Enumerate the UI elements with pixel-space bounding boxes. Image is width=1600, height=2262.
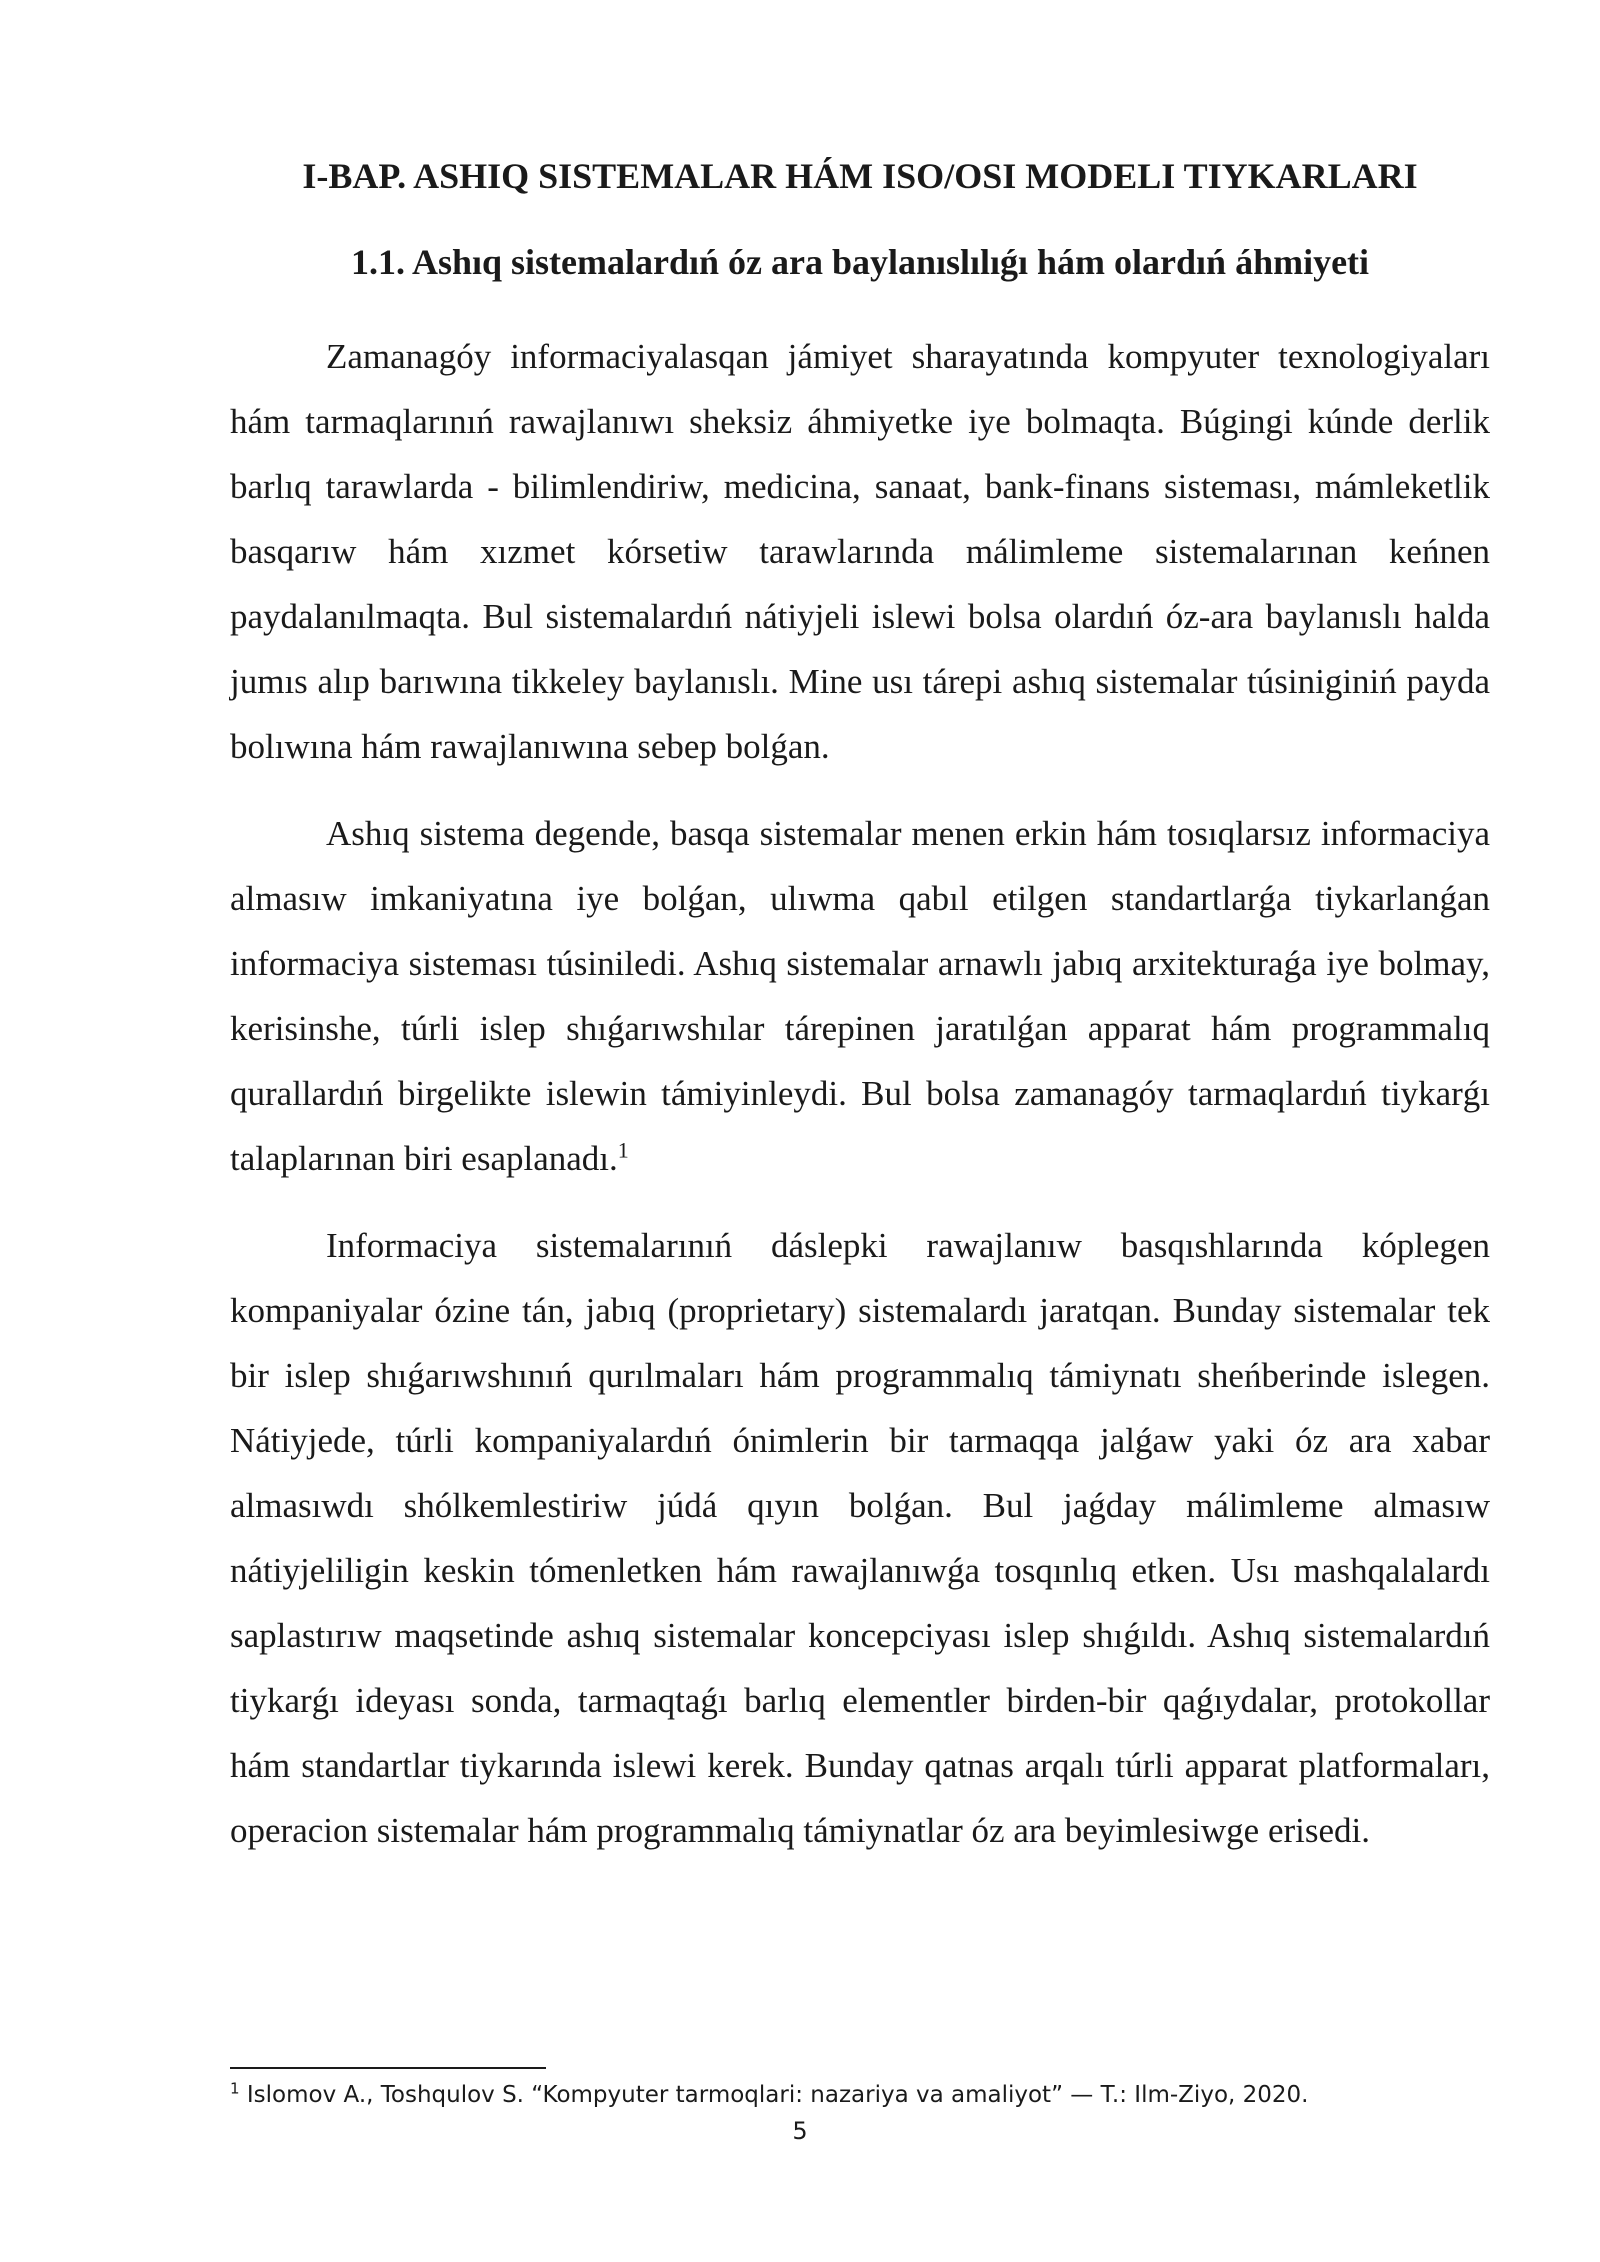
- section-title: 1.1. Ashıq sistemalardıń óz ara baylanıslılıǵı hám olardıń áhmiyeti: [350, 242, 1370, 282]
- paragraph-text: Informaciya sistemalarınıń dáslepki rawajlanıw basqıshlarında kóplegen kompaniyalar ózine tán, jabıq (proprietary) sistemalardı jaratqan. Bunday sistemalar tek bir islep shıǵarıwshınıń qurılmaları hám programmalıq támiynatı sheńberinde islegen. Nátiyjede, túrli kompaniyalardıń ónimlerin bir tarmaqqa jalǵaw yaki óz ara xabar almasıwdı shólkemlestiriw júdá qıyın bolǵan. Bul jaǵday málimleme almasıw nátiyjeliligin keskin tómenletken hám rawajlanıwǵa tosqınlıq etken. Usı mashqalalardı saplastırıw maqsetinde ashıq sistemalar koncepciyası islep shıǵıldı. Ashıq sistemalardıń tiykarǵı ideyası sonda, tarmaqtaǵı barlıq elementler birden-bir qaǵıydalar, protokollar hám standartlar tiykarında islewi kerek. Bunday qatnas arqalı túrli apparat platformaları, operacion sistemalar hám programmalıq támiynatlar óz ara beyimlesiwge erisedi.: [230, 1226, 1490, 1850]
- footnote-separator: [230, 2067, 546, 2069]
- page-number: 5: [792, 2117, 808, 2145]
- paragraph-1: [230, 324, 1490, 779]
- paragraph-text: Ashıq sistema degende, basqa sistemalar menen erkin hám tosıqlarsız informaciya almasıw imkaniyatına iye bolǵan, ulıwma qabıl etilgen standartlarǵa tiykarlanǵan informaciya sisteması túsiniledi. Ashıq sistemalar arnawlı jabıq arxitekturaǵa iye bolmay, kerisinshe, túrli islep shıǵarıwshılar tárepinen jaratılǵan apparat hám programmalıq qurallardıń birgelikte islewin támiyinleydi. Bul bolsa zamanagóy tarmaqlardıń tiykarǵı talaplarınan biri esaplanadı.: [230, 814, 1490, 1178]
- paragraph-2: [230, 801, 1490, 1191]
- footnote-number: 1: [230, 2079, 240, 2098]
- chapter-title: I-BAP. ASHIQ SISTEMALAR HÁM ISO/OSI MODELI TIYKARLARI: [302, 156, 1418, 196]
- footnote: [230, 2078, 1490, 2112]
- footnote-text: Islomov A., Toshqulov S. “Kompyuter tarmoqlari: nazariya va amaliyot” — T.: Ilm-Ziyo, 2020.: [246, 2082, 1309, 2108]
- body-text: [230, 324, 1490, 1885]
- footnote-reference[interactable]: 1: [617, 1137, 629, 1163]
- paragraph-3: [230, 1213, 1490, 1863]
- paragraph-text: Zamanagóy informaciyalasqan jámiyet sharayatında kompyuter texnologiyaları hám tarmaqlarınıń rawajlanıwı sheksiz áhmiyetke iye bolmaqta. Búgingi kúnde derlik barlıq tarawlarda - bilimlendiriw, medicina, sanaat, bank-finans sisteması, mámleketlik basqarıw hám xızmet kórsetiw tarawlarında málimleme sistemalarınan keńnen paydalanılmaqta. Bul sistemalardıń nátiyjeli islewi bolsa olardıń óz-ara baylanıslı halda jumıs alıp barıwına tikkeley baylanıslı. Mine usı tárepi ashıq sistemalar túsiniginiń payda bolıwına hám rawajlanıwına sebep bolǵan.: [230, 337, 1490, 766]
